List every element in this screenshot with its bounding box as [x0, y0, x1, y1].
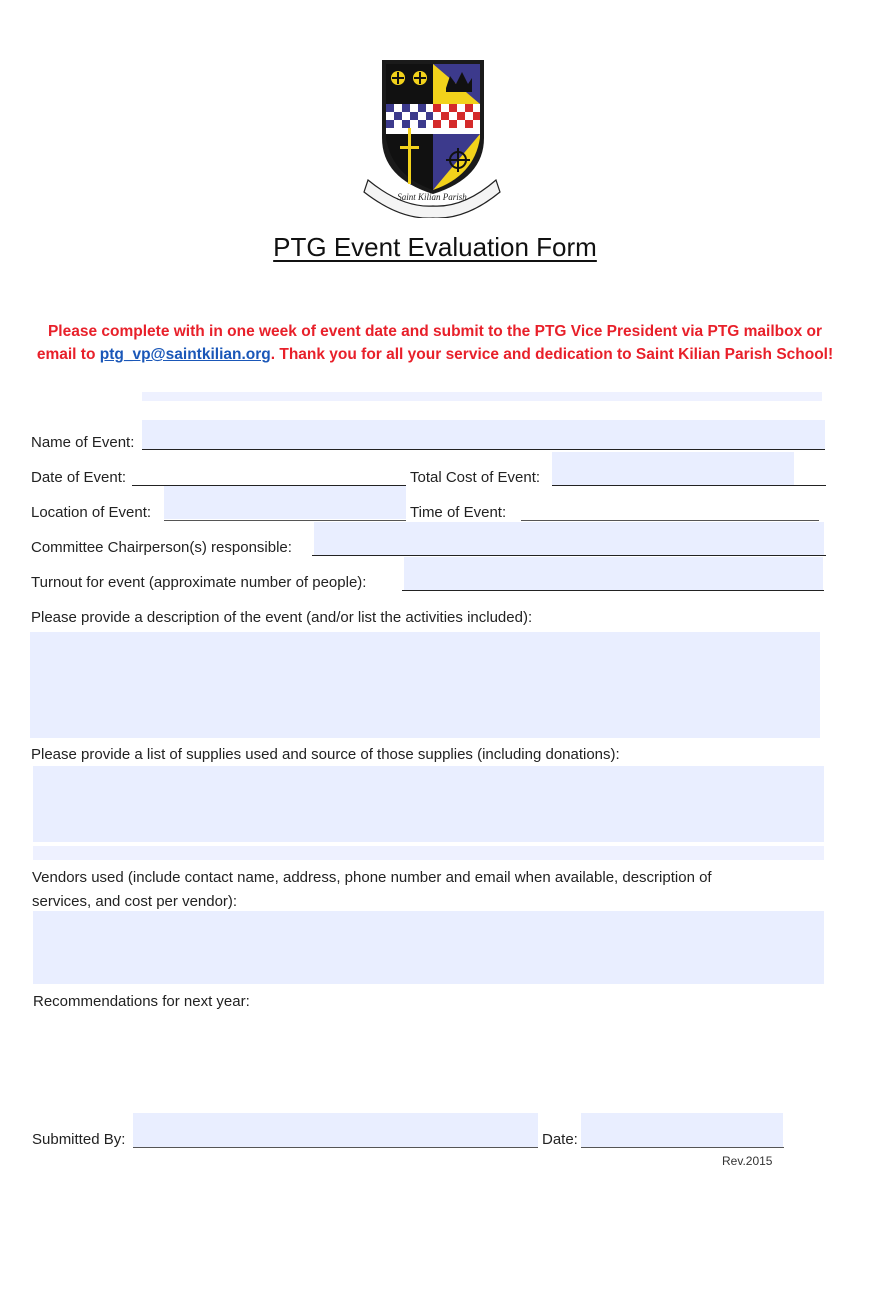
- revision-label: Rev.2015: [722, 1154, 773, 1168]
- date-of-event-label: Date of Event:: [31, 469, 127, 486]
- supplies-textarea-strip: [33, 846, 824, 860]
- date-label: Date:: [542, 1131, 578, 1148]
- vendors-label: Vendors used (include contact name, address, phone number and email when available, description of services, and cost per vendor):: [32, 869, 712, 910]
- supplies-label: Please provide a list of supplies used and source of those supplies (including donations):: [31, 746, 620, 763]
- submitted-by-field[interactable]: [133, 1147, 538, 1148]
- turnout-field-fill: [404, 557, 823, 590]
- chairperson-field[interactable]: [312, 555, 826, 556]
- location-field-fill: [164, 486, 406, 519]
- name-of-event-field[interactable]: [142, 420, 825, 450]
- supplies-textarea[interactable]: [33, 766, 824, 842]
- description-textarea[interactable]: [30, 632, 820, 738]
- total-cost-field-fill: [552, 452, 794, 485]
- recommendations-label: Recommendations for next year:: [33, 993, 250, 1010]
- location-label: Location of Event:: [31, 504, 152, 521]
- date-field-fill: [581, 1113, 783, 1147]
- location-field[interactable]: [164, 520, 406, 521]
- email-link[interactable]: ptg_vp@saintkilian.org: [99, 346, 271, 363]
- date-field[interactable]: [581, 1147, 784, 1148]
- instructions-notice: Please complete with in one week of event date and submit to the PTG Vice President via PTG mailbox or email to ptg_vp@saintkilian.org. Thank you for all your service and dedication to Saint Kilian Parish School!: [36, 323, 834, 363]
- description-label: Please provide a description of the event (and/or list the activities included):: [31, 609, 533, 626]
- crest-banner-text: Saint Kilian Parish: [397, 192, 467, 202]
- page-title: PTG Event Evaluation Form: [273, 232, 597, 262]
- form-field-strip: [142, 392, 822, 401]
- name-of-event-label: Name of Event:: [31, 434, 135, 451]
- vendors-textarea[interactable]: [33, 911, 824, 984]
- chairperson-label: Committee Chairperson(s) responsible:: [31, 539, 292, 556]
- turnout-label: Turnout for event (approximate number of people):: [31, 574, 367, 591]
- time-of-event-label: Time of Event:: [410, 504, 507, 521]
- turnout-field[interactable]: [402, 590, 824, 591]
- total-cost-label: Total Cost of Event:: [410, 469, 541, 486]
- submitted-by-field-fill: [133, 1113, 538, 1147]
- total-cost-field[interactable]: [552, 485, 826, 486]
- chairperson-field-fill: [314, 522, 824, 555]
- submitted-by-label: Submitted By:: [32, 1131, 126, 1148]
- time-of-event-field[interactable]: [521, 520, 819, 521]
